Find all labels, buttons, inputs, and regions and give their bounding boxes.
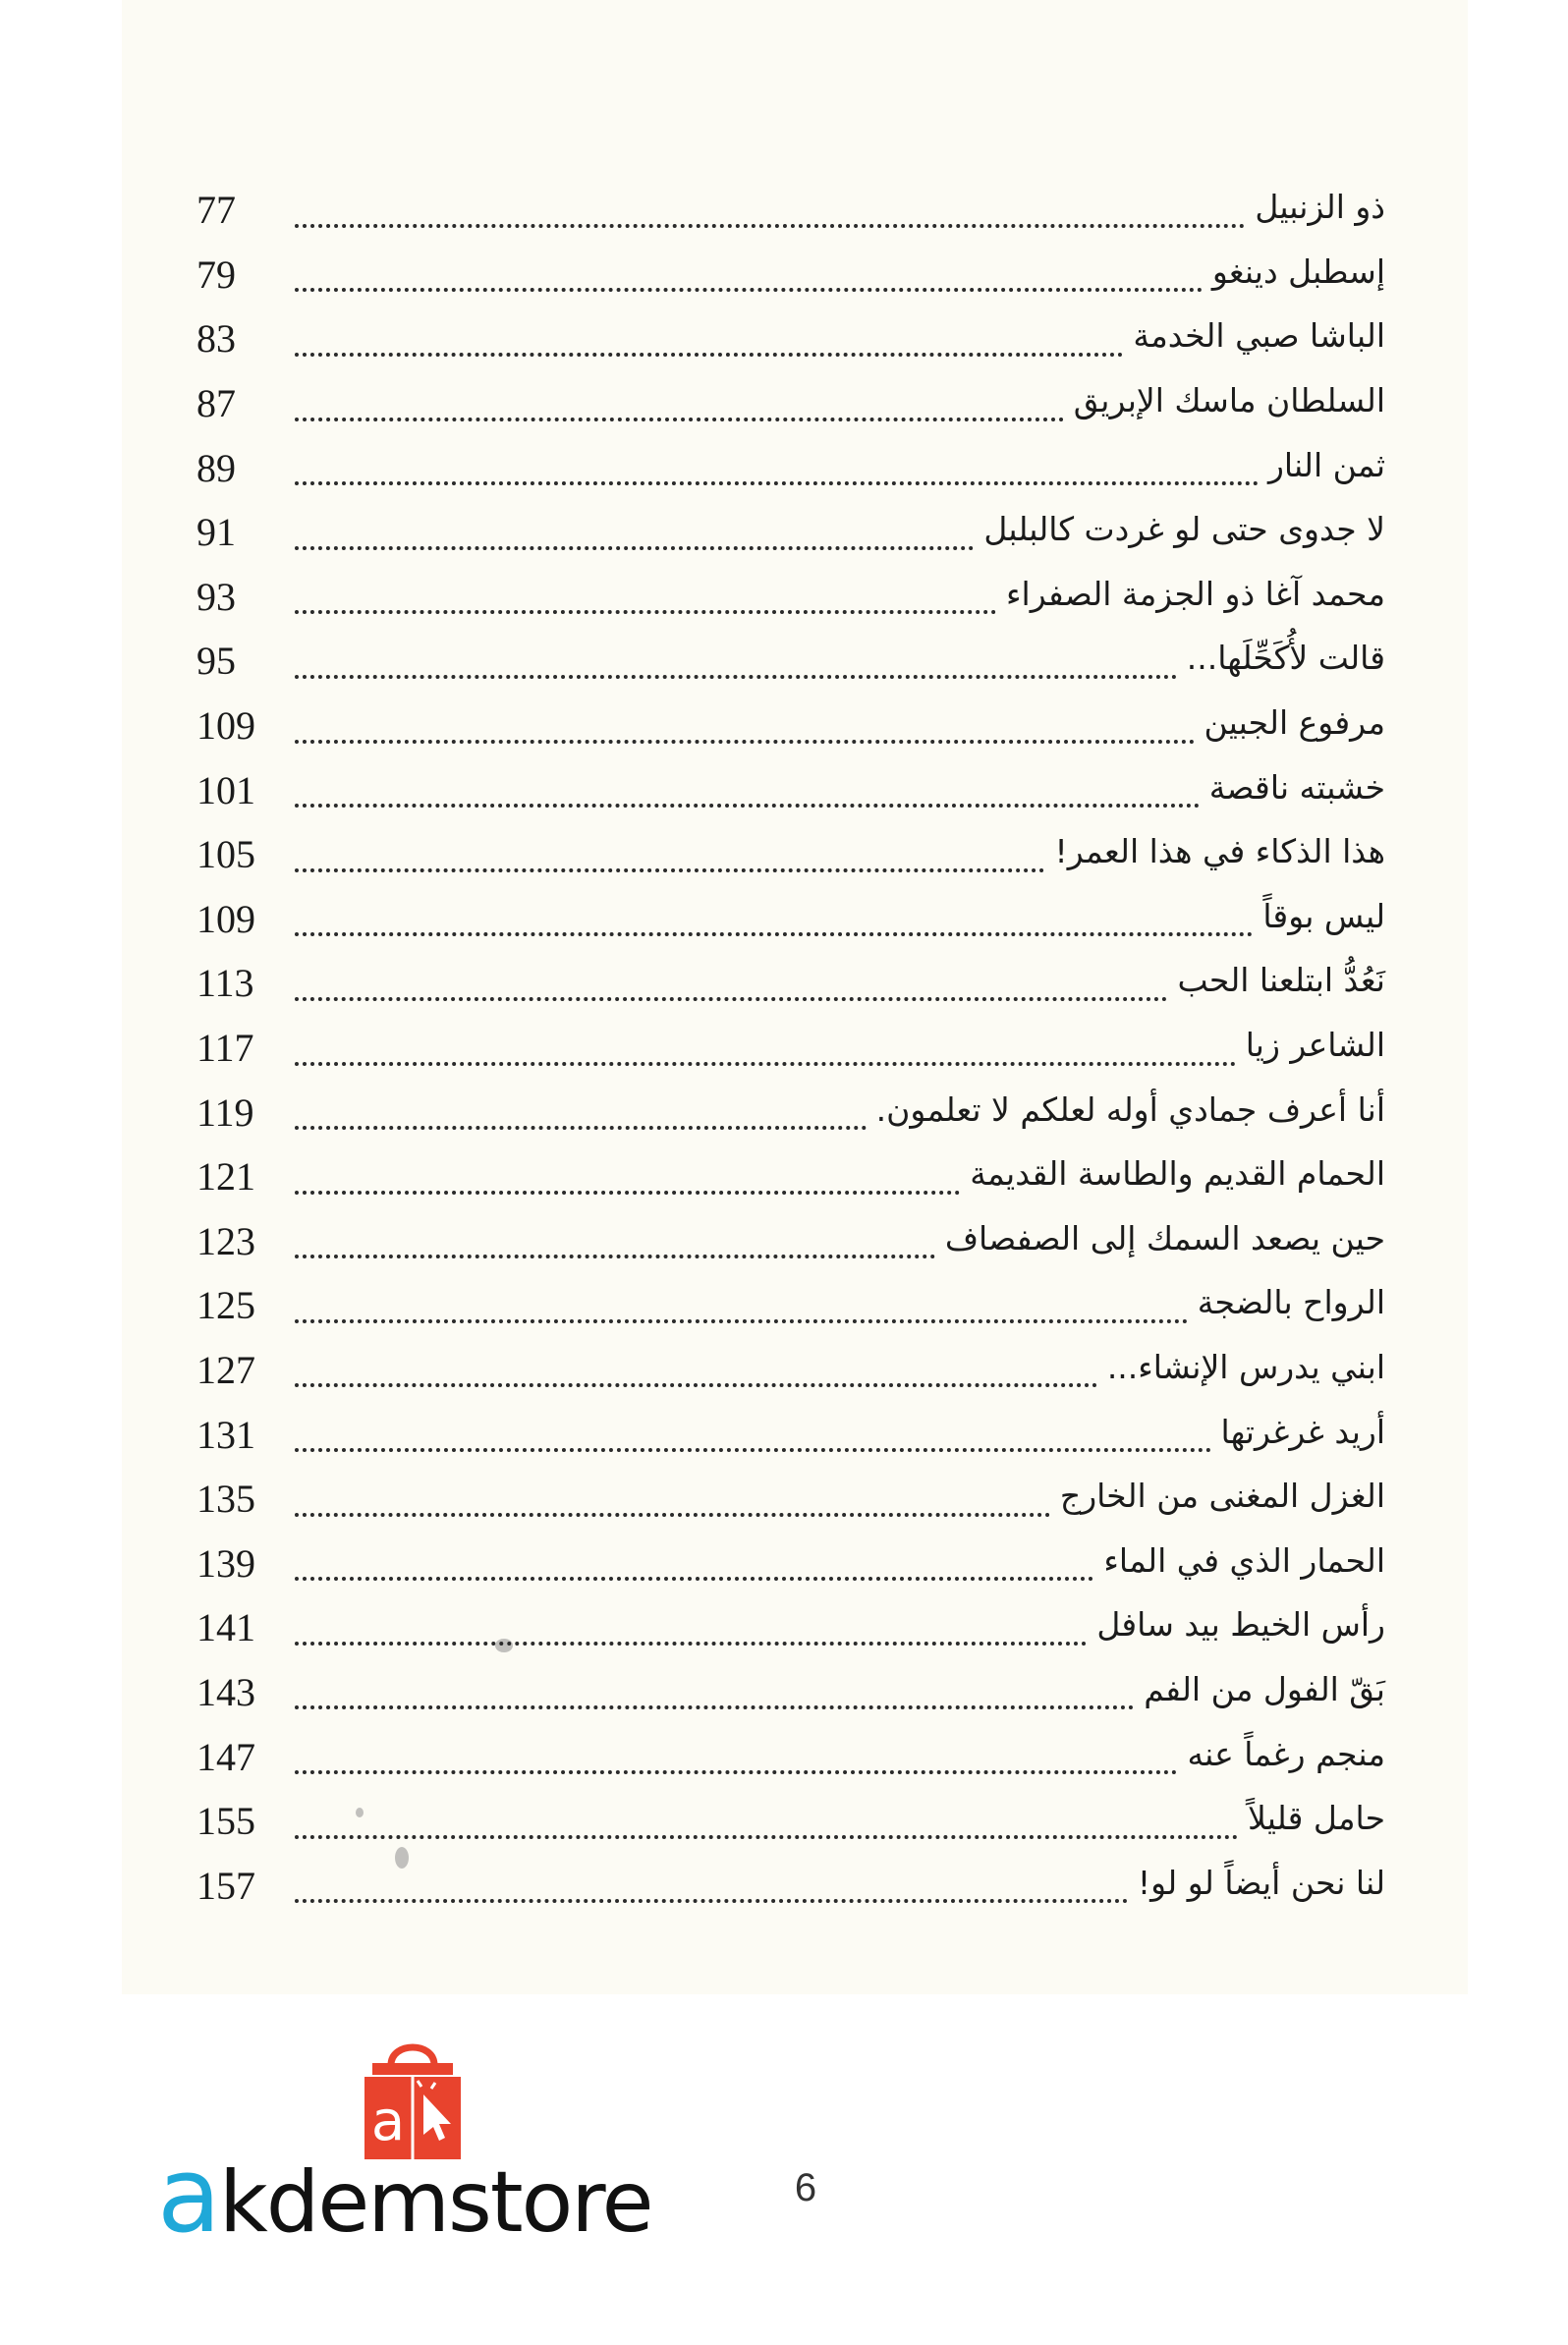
toc-entry bbox=[196, 1399, 1385, 1464]
toc-entry-title: ذو الزنبيل bbox=[1255, 188, 1385, 227]
brand-wordmark bbox=[157, 2135, 707, 2256]
toc-entry bbox=[196, 432, 1385, 497]
toc-entry bbox=[196, 626, 1385, 691]
toc-page-number: 127 bbox=[196, 1347, 255, 1392]
toc-dot-leader bbox=[295, 1798, 1238, 1839]
bag-letter: a bbox=[370, 2090, 406, 2153]
toc-entry-title: ابني يدرس الإنشاء... bbox=[1106, 1347, 1385, 1386]
toc-dot-leader bbox=[295, 315, 1123, 357]
toc-page-number: 121 bbox=[196, 1154, 255, 1200]
toc-dot-leader bbox=[295, 187, 1245, 228]
toc-entry-title: الغزل المغنى من الخارج bbox=[1059, 1477, 1385, 1516]
toc-entry bbox=[196, 1335, 1385, 1400]
toc-dot-leader bbox=[295, 1604, 1087, 1646]
toc-dot-leader bbox=[295, 1217, 935, 1258]
toc-dot-leader bbox=[295, 1476, 1050, 1517]
toc-entry-title: مرفوع الجبين bbox=[1204, 703, 1385, 743]
toc-entry bbox=[196, 1592, 1385, 1657]
toc-entry-title: الحمار الذي في الماء bbox=[1103, 1540, 1385, 1580]
toc-entry bbox=[196, 1464, 1385, 1529]
toc-dot-leader bbox=[295, 895, 1253, 936]
toc-page-number: 143 bbox=[196, 1669, 255, 1714]
toc-page-number: 125 bbox=[196, 1283, 255, 1328]
toc-page-number: 109 bbox=[196, 896, 255, 941]
toc-page-number: 119 bbox=[196, 1089, 254, 1135]
toc-page-number: 89 bbox=[196, 445, 236, 490]
toc-page-number: 77 bbox=[196, 188, 236, 233]
toc-entry-title: قالت لأُكَحِّلَها... bbox=[1186, 639, 1385, 678]
brand-first-letter: a bbox=[157, 2135, 219, 2256]
toc-page-number: 83 bbox=[196, 316, 236, 362]
toc-page-number: 147 bbox=[196, 1734, 255, 1779]
toc-entry-title: محمد آغا ذو الجزمة الصفراء bbox=[1006, 574, 1385, 613]
toc-page-number: 109 bbox=[196, 703, 255, 749]
toc-dot-leader bbox=[295, 380, 1064, 421]
toc-page-number: 113 bbox=[196, 961, 254, 1006]
toc-entry bbox=[196, 1077, 1385, 1142]
toc-entry-title: الرواح بالضجة bbox=[1197, 1283, 1385, 1322]
toc-entry-title: حين يصعد السمك إلى الصفصاف bbox=[944, 1218, 1385, 1257]
toc-entry-title: منجم رغماً عنه bbox=[1187, 1734, 1385, 1773]
toc-entry bbox=[196, 175, 1385, 240]
toc-page-number: 95 bbox=[196, 639, 236, 684]
toc-entry-title: إسطبل دينغو bbox=[1211, 251, 1385, 291]
toc-entry bbox=[196, 754, 1385, 819]
toc-entry-title: الشاعر زيا bbox=[1245, 1026, 1385, 1065]
toc-page-number: 105 bbox=[196, 832, 255, 877]
toc-dot-leader bbox=[295, 1025, 1236, 1066]
toc-dot-leader bbox=[295, 1411, 1211, 1452]
toc-page-number: 135 bbox=[196, 1477, 255, 1522]
toc-page-number: 155 bbox=[196, 1799, 255, 1844]
toc-entry-title: بَقّ الفول من الفم bbox=[1144, 1669, 1385, 1708]
toc-entry-title: السلطان ماسك الإبريق bbox=[1073, 381, 1385, 420]
table-of-contents bbox=[196, 175, 1385, 1915]
toc-page-number: 91 bbox=[196, 510, 236, 555]
toc-dot-leader bbox=[295, 1346, 1097, 1387]
toc-dot-leader bbox=[295, 509, 974, 550]
toc-dot-leader bbox=[295, 638, 1177, 679]
toc-page-number: 87 bbox=[196, 381, 236, 426]
toc-entry-title: حامل قليلاً bbox=[1248, 1799, 1385, 1838]
toc-dot-leader bbox=[295, 444, 1259, 485]
page-number: 6 bbox=[794, 2166, 817, 2209]
toc-entry bbox=[196, 368, 1385, 433]
toc-dot-leader bbox=[295, 251, 1203, 292]
toc-dot-leader bbox=[295, 960, 1167, 1001]
toc-entry-title: نَعُدُّ ابتلعنا الحب bbox=[1177, 961, 1385, 1000]
toc-page-number: 101 bbox=[196, 767, 255, 812]
toc-entry-title: ثمن النار bbox=[1267, 445, 1385, 484]
toc-entry bbox=[196, 240, 1385, 305]
toc-page-number: 117 bbox=[196, 1026, 254, 1071]
akdemstore-logo bbox=[157, 2024, 688, 2256]
toc-entry bbox=[196, 1721, 1385, 1786]
toc-dot-leader bbox=[295, 766, 1200, 808]
toc-entry bbox=[196, 1206, 1385, 1271]
toc-entry-title: خشبته ناقصة bbox=[1208, 767, 1385, 807]
toc-entry bbox=[196, 1270, 1385, 1335]
toc-dot-leader bbox=[295, 1733, 1177, 1774]
toc-entry bbox=[196, 1142, 1385, 1206]
toc-dot-leader bbox=[295, 1668, 1134, 1709]
toc-dot-leader bbox=[295, 1862, 1128, 1903]
toc-page-number: 139 bbox=[196, 1540, 255, 1586]
toc-dot-leader bbox=[295, 573, 996, 614]
toc-entry-title: ليس بوقاً bbox=[1262, 896, 1385, 935]
toc-entry bbox=[196, 304, 1385, 368]
toc-page-number: 79 bbox=[196, 251, 236, 297]
toc-entry-title: رأس الخيط بيد سافل bbox=[1096, 1605, 1385, 1645]
toc-dot-leader bbox=[295, 1089, 867, 1130]
toc-entry-title: أريد غرغرتها bbox=[1220, 1412, 1385, 1451]
toc-entry-title: هذا الذكاء في هذا العمر! bbox=[1054, 832, 1385, 871]
toc-dot-leader bbox=[295, 1153, 960, 1195]
toc-page-number: 93 bbox=[196, 574, 236, 619]
toc-dot-leader bbox=[295, 1539, 1093, 1581]
brand-name-rest: kdemstore bbox=[218, 2153, 652, 2252]
toc-entry bbox=[196, 1786, 1385, 1851]
toc-entry bbox=[196, 691, 1385, 755]
toc-entry-title: أنا أعرف جمادي أوله لعلكم لا تعلمون. bbox=[875, 1089, 1385, 1129]
toc-entry bbox=[196, 884, 1385, 949]
toc-entry bbox=[196, 948, 1385, 1013]
toc-entry-title: لنا نحن أيضاً لو لو! bbox=[1137, 1863, 1385, 1902]
toc-entry bbox=[196, 1528, 1385, 1592]
toc-entry-title: الحمام القديم والطاسة القديمة bbox=[970, 1154, 1385, 1194]
toc-entry bbox=[196, 497, 1385, 562]
toc-dot-leader bbox=[295, 1282, 1188, 1323]
toc-entry bbox=[196, 1850, 1385, 1915]
toc-entry bbox=[196, 1657, 1385, 1722]
toc-dot-leader bbox=[295, 702, 1195, 744]
toc-entry-title: لا جدوى حتى لو غردت كالبلبل bbox=[983, 510, 1385, 549]
toc-dot-leader bbox=[295, 831, 1044, 872]
toc-entry-title: الباشا صبي الخدمة bbox=[1133, 316, 1385, 356]
toc-page-number: 157 bbox=[196, 1863, 255, 1908]
toc-entry bbox=[196, 562, 1385, 627]
toc-page-number: 123 bbox=[196, 1218, 255, 1263]
toc-page-number: 141 bbox=[196, 1605, 255, 1650]
toc-entry bbox=[196, 819, 1385, 884]
toc-entry bbox=[196, 1013, 1385, 1078]
toc-page-number: 131 bbox=[196, 1412, 255, 1457]
